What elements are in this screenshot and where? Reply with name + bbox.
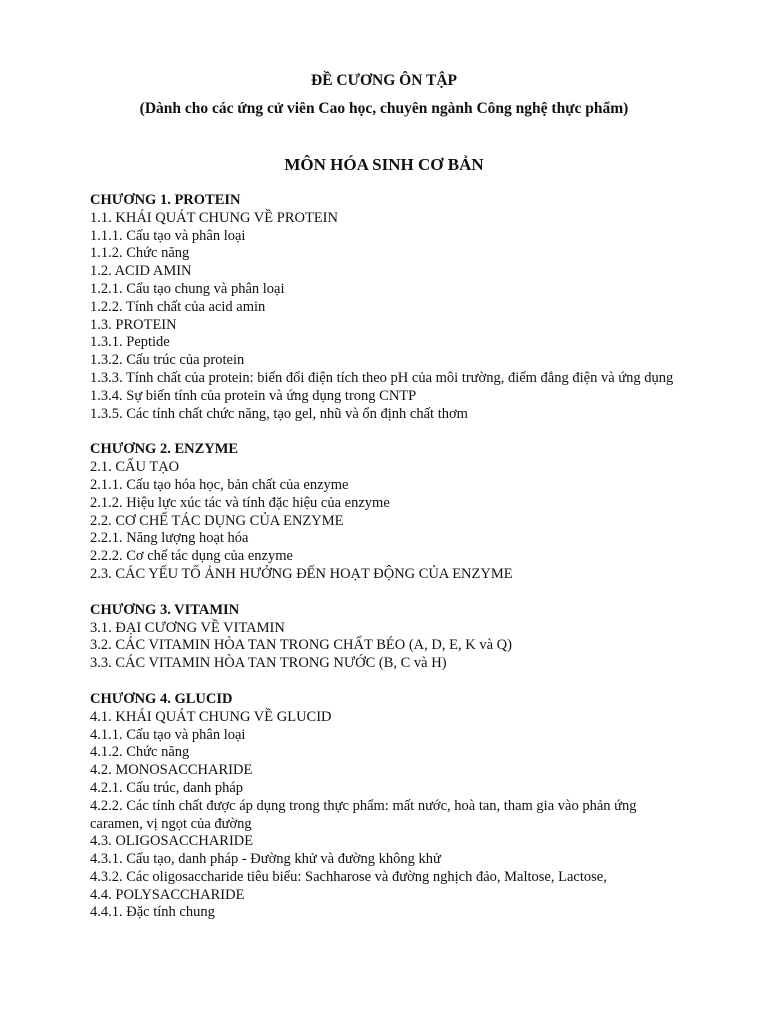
section-item: 4.2.1. Cấu trúc, danh pháp [90,779,244,796]
section-item: 3.2. CÁC VITAMIN HÒA TAN TRONG CHẤT BÉO (A, D, E, K và Q) [90,637,512,654]
section-item: 4.4.1. Đặc tính chung [90,904,215,921]
section-item: 1.2.1. Cấu tạo chung và phân loại [90,280,285,297]
section-item: 2.1. CẤU TẠO [90,459,180,476]
document-title: ĐỀ CƯƠNG ÔN TẬP [311,72,457,89]
section-item: 2.2.1. Năng lượng hoạt hóa [90,530,249,547]
chapter-2 [90,441,680,583]
syllabus-content [90,192,680,940]
section-item: 4.3.1. Cấu tạo, danh pháp - Đường khử và đường không khử [90,851,441,868]
section-item: 3.3. CÁC VITAMIN HÒA TAN TRONG NƯỚC (B, C và H) [90,655,447,672]
section-item: 4.3. OLIGOSACCHARIDE [90,833,254,850]
section-item: 1.1.2. Chức năng [90,245,190,262]
section-item: 1.2. ACID AMIN [90,263,192,280]
chapter-3 [90,602,680,673]
subject-title: MÔN HÓA SINH CƠ BẢN [284,155,484,174]
section-item: 1.1.1. Cấu tạo và phân loại [90,227,246,244]
chapter-4 [90,691,680,922]
section-item: 2.1.2. Hiệu lực xúc tác và tính đặc hiệu của enzyme [90,494,390,511]
section-item: 1.3.2. Cấu trúc của protein [90,352,245,369]
chapter-heading: CHƯƠNG 4. GLUCID [90,690,233,707]
section-item: 2.2.2. Cơ chế tác dụng của enzyme [90,548,293,565]
section-item: 1.2.2. Tính chất của acid amin [90,298,266,315]
section-item: 4.2.2. Các tính chất được áp dụng trong thực phẩm: mất nước, hoà tan, tham gia vào phản ứng caramen, vị ngọt của đường [90,797,637,832]
section-item: 2.3. CÁC YẾU TỐ ẢNH HƯỞNG ĐẾN HOẠT ĐỘNG CỦA ENZYME [90,565,513,582]
section-item: 4.3.2. Các oligosaccharide tiêu biểu: Sachharose và đường nghịch đảo, Maltose, Lactose, [90,868,607,885]
chapter-heading: CHƯƠNG 1. PROTEIN [90,192,241,208]
section-item: 3.1. ĐẠI CƯƠNG VỀ VITAMIN [90,619,285,636]
section-item: 1.1. KHÁI QUÁT CHUNG VỀ PROTEIN [90,209,338,226]
section-item: 1.3.5. Các tính chất chức năng, tạo gel, nhũ và ổn định chất thơm [90,405,468,422]
document-subtitle: (Dành cho các ứng cử viên Cao học, chuyên ngành Công nghệ thực phẩm) [139,100,629,117]
section-item: 1.3. PROTEIN [90,316,177,333]
section-item: 4.2. MONOSACCHARIDE [90,762,253,779]
section-item: 4.1.1. Cấu tạo và phân loại [90,726,246,743]
section-item: 4.1. KHÁI QUÁT CHUNG VỀ GLUCID [90,708,332,725]
section-item: 1.3.4. Sự biến tính của protein và ứng dụng trong CNTP [90,387,417,404]
section-item: 2.1.1. Cấu tạo hóa học, bản chất của enzyme [90,476,349,493]
section-item: 1.3.3. Tính chất của protein: biến đổi điện tích theo pH của môi trường, điểm đẳng điện và ứng dụng [90,369,674,386]
section-item: 4.4. POLYSACCHARIDE [90,886,245,903]
section-item: 1.3.1. Peptide [90,334,170,351]
chapter-1 [90,192,680,423]
section-item: 2.2. CƠ CHẾ TÁC DỤNG CỦA ENZYME [90,512,344,529]
chapter-heading: CHƯƠNG 2. ENZYME [90,441,239,458]
chapter-heading: CHƯƠNG 3. VITAMIN [90,601,240,618]
section-item: 4.1.2. Chức năng [90,744,190,761]
